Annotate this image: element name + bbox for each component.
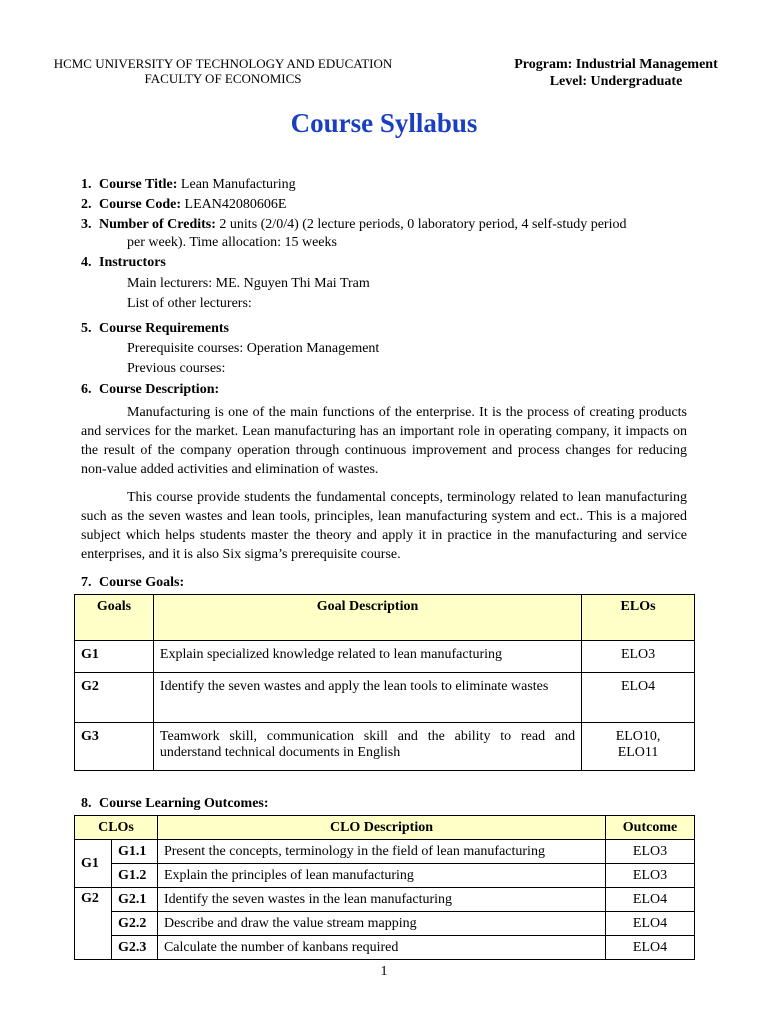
program-name: Program: Industrial Management (514, 57, 718, 72)
goals-header-description: Goal Description (153, 595, 581, 641)
clo-outcome: ELO4 (606, 912, 695, 936)
faculty-name: FACULTY OF ECONOMICS (144, 71, 302, 86)
clo-description: Describe and draw the value stream mapping (157, 912, 605, 936)
previous-courses: Previous courses: (127, 361, 226, 376)
goal-id: G2 (75, 673, 154, 723)
other-lecturers: List of other lecturers: (127, 296, 252, 311)
course-title-value: Lean Manufacturing (177, 177, 296, 192)
clo-description: Identify the seven wastes in the lean manufacturing (157, 888, 605, 912)
clo-header-description: CLO Description (157, 816, 605, 840)
clo-table (74, 815, 695, 960)
goal-id: G3 (75, 723, 154, 771)
table-row (75, 888, 695, 912)
table-row (75, 641, 695, 673)
clo-code: G1.2 (111, 864, 157, 888)
table-row (75, 912, 695, 936)
section-instructors: 4. Instructors (81, 255, 166, 270)
section-description: 6. Course Description: (81, 382, 220, 397)
clo-outcome: ELO4 (606, 936, 695, 960)
description-paragraph-1: Manufacturing is one of the main functions of the enterprise. It is the process of creating products and services for the market. Lean manufacturing has an important role in operating company, it impacts on the result of the company operation through continuous improvement and process changes for reducing non-value added activities and elimination of wastes. (81, 405, 687, 477)
clo-outcome: ELO3 (606, 840, 695, 864)
clo-code: G2.2 (111, 912, 157, 936)
description-paragraph-2: This course provide students the fundamental concepts, terminology related to lean manufacturing such as the seven wastes and lean tools, principles, lean manufacturing system and ect.. This is a majored subject which helps students master the theory and apply it in practice in the manufacturing and service enterprises, and it is also Six sigma’s prerequisite course. (81, 490, 687, 562)
clo-description: Explain the principles of lean manufacturing (157, 864, 605, 888)
prerequisite-courses: Prerequisite courses: Operation Management (127, 341, 380, 356)
credits-value: 2 units (2/0/4) (2 lecture periods, 0 laboratory period, 4 self-study period (215, 217, 627, 232)
program-header (476, 56, 756, 90)
section-course-title: 1. Course Title: Lean Manufacturing (81, 177, 296, 192)
page-number: 1 (380, 964, 388, 979)
goal-elo: ELO10, ELO11 (582, 723, 695, 771)
goal-description: Teamwork skill, communication skill and the ability to read and understand technical documents in English (153, 723, 581, 771)
table-row (75, 673, 695, 723)
table-row (75, 840, 695, 864)
goals-header-row (75, 595, 695, 641)
goals-header-goals: Goals (75, 595, 154, 641)
university-header (40, 56, 406, 86)
section-goals: 7. Course Goals: (81, 575, 185, 590)
goals-header-elos: ELOs (582, 595, 695, 641)
goal-description: Explain specialized knowledge related to lean manufacturing (153, 641, 581, 673)
goals-table (74, 594, 695, 771)
clo-code: G2.3 (111, 936, 157, 960)
clo-header-clos: CLOs (75, 816, 158, 840)
clo-outcome: ELO4 (606, 888, 695, 912)
table-row (75, 864, 695, 888)
section-requirements: 5. Course Requirements (81, 321, 230, 336)
program-level: Level: Undergraduate (549, 74, 683, 89)
clo-code: G2.1 (111, 888, 157, 912)
goal-description: Identify the seven wastes and apply the lean tools to eliminate wastes (153, 673, 581, 723)
page-title: Course Syllabus (290, 108, 478, 138)
clo-group: G1 (75, 840, 112, 888)
table-row (75, 936, 695, 960)
table-row (75, 723, 695, 771)
main-lecturers: Main lecturers: ME. Nguyen Thi Mai Tram (127, 276, 370, 291)
clo-header-row (75, 816, 695, 840)
credits-continuation: per week). Time allocation: 15 weeks (127, 235, 337, 250)
goal-elo: ELO3 (582, 641, 695, 673)
section-credits: 3. Number of Credits: 2 units (2/0/4) (2 lecture periods, 0 laboratory period, 4 self-study period (81, 217, 627, 232)
section-course-code: 2. Course Code: LEAN42080606E (81, 197, 287, 212)
clo-header-outcome: Outcome (606, 816, 695, 840)
clo-description: Calculate the number of kanbans required (157, 936, 605, 960)
goal-id: G1 (75, 641, 154, 673)
goal-elo: ELO4 (582, 673, 695, 723)
university-name: HCMC UNIVERSITY OF TECHNOLOGY AND EDUCATION (53, 56, 393, 71)
clo-code: G1.1 (111, 840, 157, 864)
clo-description: Present the concepts, terminology in the field of lean manufacturing (157, 840, 605, 864)
clo-group: G2 (75, 888, 112, 960)
course-code-value: LEAN42080606E (181, 197, 287, 212)
clo-outcome: ELO3 (606, 864, 695, 888)
section-learning-outcomes: 8. Course Learning Outcomes: (81, 796, 269, 811)
